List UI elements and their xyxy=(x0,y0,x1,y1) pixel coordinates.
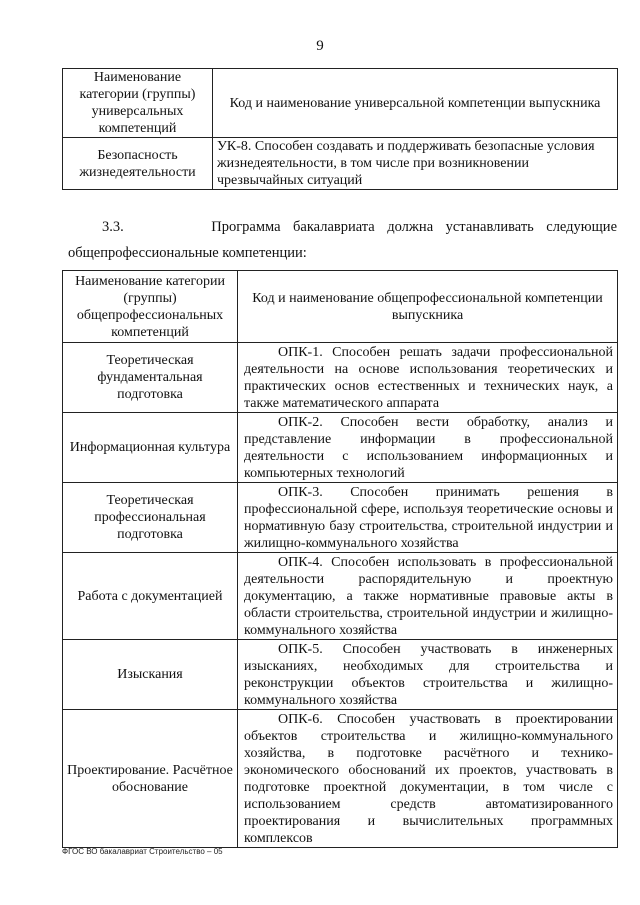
table-header-row xyxy=(63,69,618,138)
competence-cell xyxy=(238,483,618,553)
competence-text: ОПК-5. Способен участвовать в инженерных изысканиях, необходимых для строительства и реконструкции объектов строительства и жилищно-коммунального хозяйства xyxy=(244,641,613,708)
document-footer: ФГОС ВО бакалавриат Строительство – 05 xyxy=(62,847,223,856)
table-row xyxy=(63,343,618,413)
competence-text: ОПК-2. Способен вести обработку, анализ и представление информации в профессиональной деятельности с использованием информационных и компьютерных технологий xyxy=(244,414,613,481)
category-cell: Безопасность жизнедеятельности xyxy=(63,138,213,190)
page-number: 9 xyxy=(316,38,324,54)
category-cell: Информационная культура xyxy=(63,413,238,483)
paragraph-line-2: общепрофессиональные компетенции: xyxy=(68,245,307,261)
competence-cell xyxy=(238,413,618,483)
universal-competencies-table xyxy=(62,68,618,190)
table-row xyxy=(63,413,618,483)
competence-text: ОПК-1. Способен решать задачи профессиональной деятельности на основе использования теоретических и практических основ естественных и технических наук, а также математического аппарата xyxy=(244,344,613,411)
paragraph-3-3 xyxy=(68,218,617,237)
header-competence-cell: Код и наименование универсальной компетенции выпускника xyxy=(213,69,618,138)
header-competence-cell: Код и наименование общепрофессиональной компетенции выпускника xyxy=(238,271,618,343)
category-cell: Теоретическая фундаментальная подготовка xyxy=(63,343,238,413)
header-category-cell: Наименование категории (группы) универсальных компетенций xyxy=(63,69,213,138)
category-cell: Теоретическая профессиональная подготовка xyxy=(63,483,238,553)
table-header-row xyxy=(63,271,618,343)
paragraph-number: 3.3. xyxy=(102,219,124,235)
table-row xyxy=(63,138,618,190)
table-row xyxy=(63,640,618,710)
competence-cell xyxy=(238,553,618,640)
category-cell: Проектирование. Расчётное обоснование xyxy=(63,710,238,848)
competence-cell xyxy=(238,343,618,413)
competence-cell xyxy=(238,640,618,710)
competence-text: ОПК-3. Способен принимать решения в профессиональной сфере, используя теоретические основы и нормативную базу строительства, строительной индустрии и жилищно-коммунального хозяйства xyxy=(244,484,613,551)
category-cell: Изыскания xyxy=(63,640,238,710)
table-row xyxy=(63,553,618,640)
competence-text: ОПК-4. Способен использовать в профессиональной деятельности распорядительную и проектную документацию, а также нормативные правовые акты в области строительства, строительной индустрии и жилищно-коммунального хозяйства xyxy=(244,554,613,638)
competence-text: ОПК-6. Способен участвовать в проектировании объектов строительства и жилищно-коммунального хозяйства, в подготовке расчётного и технико-экономического обоснований их проектов, участвовать в подготовке проектной документации, в том числе с использованием средств автоматизированного проектирования и вычислительных программных комплексов xyxy=(244,711,613,846)
category-cell: Работа с документацией xyxy=(63,553,238,640)
table-row xyxy=(63,710,618,848)
table-row xyxy=(63,483,618,553)
competence-cell xyxy=(238,710,618,848)
general-professional-competencies-table xyxy=(62,270,618,848)
competence-cell: УК-8. Способен создавать и поддерживать безопасные условия жизнедеятельности, в том числе при возникновении чрезвычайных ситуаций xyxy=(213,138,618,190)
paragraph-line-1: Программа бакалавриата должна устанавливать следующие xyxy=(211,219,617,235)
header-category-cell: Наименование категории (группы) общепрофессиональных компетенций xyxy=(63,271,238,343)
